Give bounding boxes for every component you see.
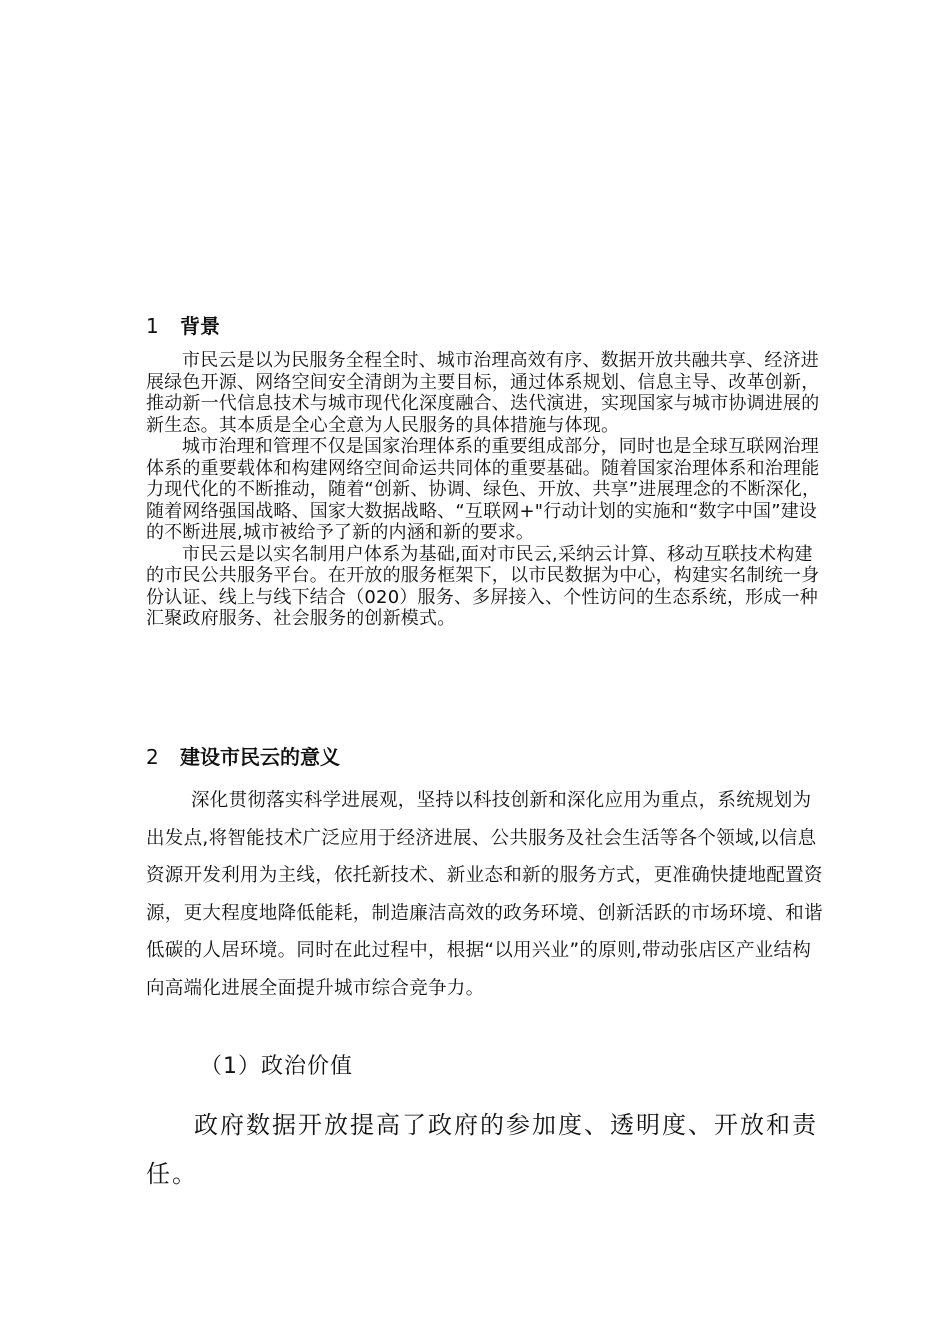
section-2-title: 建设市民云的意义 (180, 745, 340, 769)
section-1-heading (146, 313, 220, 339)
section-2-paragraph: 深化贯彻落实科学进展观，坚持以科技创新和深化应用为重点，系统规划为出发点,将智能技术广泛应用于经济进展、公共服务及社会生活等各个领域,以信息资源开发利用为主线，依托新技术、新业态和新的服务方式，更准确快捷地配置资源，更大程度地降低能耗，制造廉洁高效的政务环境、创新活跃的市场环境、和谐低碳的人居环境。同时在此过程中，根据“以用兴业”的原则,带动张店区产业结构向高端化进展全面提升城市综合竞争力。 (146, 790, 823, 999)
political-value-subheading: （1）政治价值 (200, 1054, 353, 1079)
section-1-title: 背景 (180, 314, 220, 338)
section-1-paragraph-1: 市民云是以为民服务全程全时、城市治理高效有序、数据开放共融共享、经济进展绿色开源、网络空间安全清朗为主要目标，通过体系规划、信息主导、改革创新，推动新一代信息技术与城市现代化深度融合、迭代演进，实现国家与城市协调进展的新生态。其本质是全心全意为人民服务的具体措施与体现。 (146, 350, 820, 436)
section-1-paragraph-3: 市民云是以实名制用户体系为基础,面对市民云,采纳云计算、移动互联技术构建的市民公共服务平台。在开放的服务框架下，以市民数据为中心，构建实名制统一身份认证、线上与线下结合（020）服务、多屏接入、个性访问的生态系统，形成一种汇聚政府服务、社会服务的创新模式。 (146, 543, 820, 629)
political-value-paragraph: 政府数据开放提高了政府的参加度、透明度、开放和责任。 (146, 1111, 818, 1188)
section-1-paragraph-2: 城市治理和管理不仅是国家治理体系的重要组成部分，同时也是全球互联网治理体系的重要载体和构建网络空间命运共同体的重要基础。随着国家治理体系和治理能力现代化的不断推动，随着“创新、协调、绿色、开放、共享”进展理念的不断深化，随着网络强国战略、国家大数据战略、“互联网+"行动计划的实施和“数字中国”建设的不断进展,城市被给予了新的内涵和新的要求。 (146, 436, 821, 543)
section-2-number: 2 (146, 745, 159, 769)
section-2-heading (146, 744, 340, 770)
section-1-body (146, 350, 826, 630)
section-1-number: 1 (146, 314, 159, 338)
